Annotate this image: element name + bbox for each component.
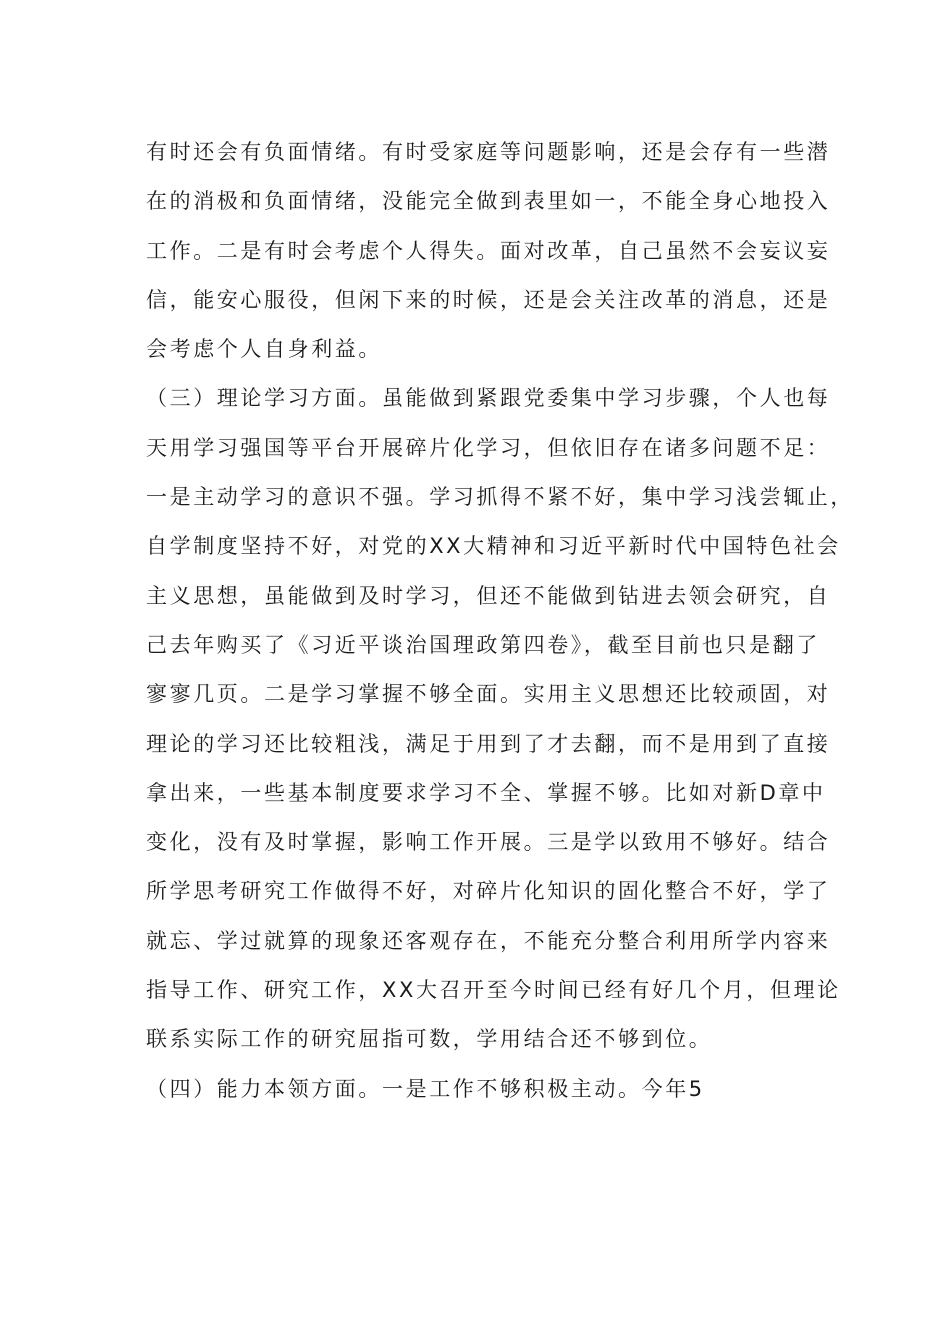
text-line: 一是主动学习的意识不强。学习抓得不紧不好，集中学习浅尝辄止，	[146, 485, 854, 510]
text-line: 信，能安心服役，但闲下来的时候，还是会关注改革的消息，还是	[146, 287, 831, 312]
text-line: 有时还会有负面情绪。有时受家庭等问题影响，还是会存有一些潜	[146, 140, 831, 164]
text-line: 天用学习强国等平台开展碎片化学习，但依旧存在诸多问题不足：	[146, 435, 831, 460]
section-heading-line: （四）能力本领方面。一是工作不够积极主动。今年5	[146, 1076, 705, 1101]
text-line: 联系实际工作的研究屈指可数，学用结合还不够到位。	[146, 1027, 713, 1052]
text-line: 工作。二是有时会考虑个人得失。面对改革，自己虽然不会妄议妄	[146, 238, 831, 263]
text-line: 己去年购买了《习近平谈治国理政第四卷》，截至目前也只是翻了	[146, 632, 820, 657]
section-heading-line: （三）理论学习方面。虽能做到紧跟党委集中学习步骤，个人也每	[146, 386, 831, 411]
text-line: 变化，没有及时掌握，影响工作开展。三是学以致用不够好。结合	[146, 830, 831, 855]
text-line: 理论的学习还比较粗浅，满足于用到了才去翻，而不是用到了直接	[146, 731, 831, 756]
body-text	[146, 128, 854, 1114]
text-line: 所学思考研究工作做得不好，对碎片化知识的固化整合不好，学了	[146, 879, 831, 904]
text-line: 自学制度坚持不好，对党的XX大精神和习近平新时代中国特色社会	[146, 534, 841, 559]
text-line: 主义思想，虽能做到及时学习，但还不能做到钻进去领会研究，自	[146, 583, 831, 608]
text-line: 会考虑个人自身利益。	[146, 337, 382, 362]
text-line: 指导工作、研究工作，XX大召开至今时间已经有好几个月，但理论	[146, 978, 841, 1003]
text-line: 就忘、学过就算的现象还客观存在，不能充分整合利用所学内容来	[146, 928, 831, 953]
text-line: 拿出来，一些基本制度要求学习不全、掌握不够。比如对新D章中	[146, 780, 826, 805]
text-line: 在的消极和负面情绪，没能完全做到表里如一，不能全身心地投入	[146, 189, 831, 214]
text-line: 寥寥几页。二是学习掌握不够全面。实用主义思想还比较顽固，对	[146, 682, 831, 707]
